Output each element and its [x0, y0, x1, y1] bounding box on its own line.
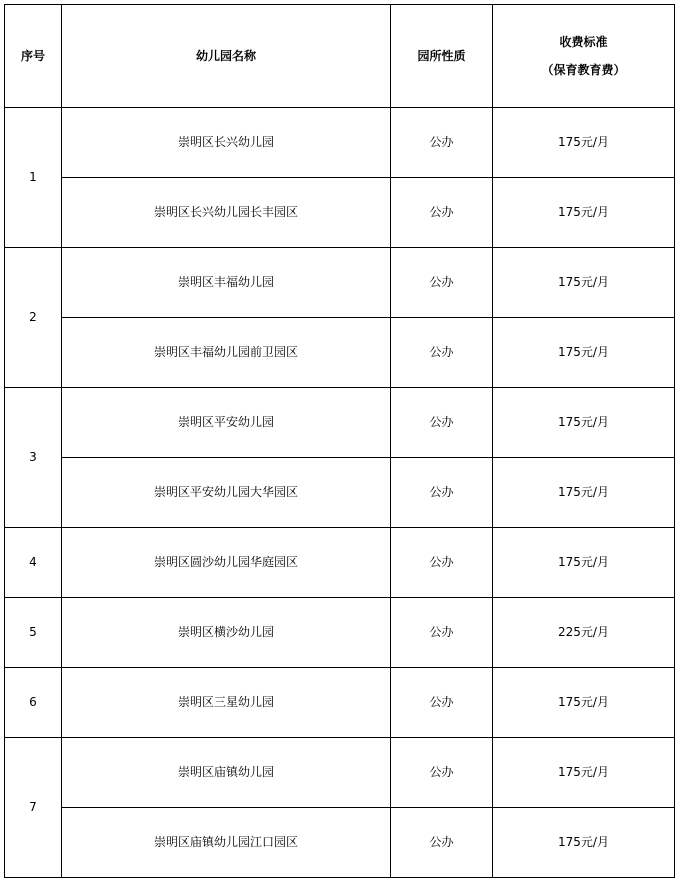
fee-standard: 175元/月: [493, 668, 675, 738]
table-row: [5, 668, 675, 738]
fee-standard: 225元/月: [493, 598, 675, 668]
header-fee-sub: （保育教育费）: [541, 63, 626, 77]
kindergarten-type: 公办: [391, 178, 493, 248]
header-no: 序号: [5, 5, 62, 108]
table-row: [5, 178, 675, 248]
row-number: 5: [5, 598, 62, 668]
table-row: [5, 388, 675, 458]
kindergarten-type: 公办: [391, 598, 493, 668]
table-row: [5, 808, 675, 878]
row-number: 3: [5, 388, 62, 528]
fee-standard: 175元/月: [493, 528, 675, 598]
kindergarten-type: 公办: [391, 248, 493, 318]
fee-standard: 175元/月: [493, 108, 675, 178]
kindergarten-type: 公办: [391, 738, 493, 808]
fee-table: [4, 4, 675, 878]
kindergarten-type: 公办: [391, 318, 493, 388]
kindergarten-name: 崇明区丰福幼儿园: [62, 248, 391, 318]
kindergarten-type: 公办: [391, 108, 493, 178]
kindergarten-type: 公办: [391, 668, 493, 738]
row-number: 6: [5, 668, 62, 738]
kindergarten-type: 公办: [391, 458, 493, 528]
header-row: [5, 5, 675, 108]
fee-standard: 175元/月: [493, 178, 675, 248]
table-row: [5, 528, 675, 598]
row-number: 2: [5, 248, 62, 388]
table-row: [5, 738, 675, 808]
kindergarten-name: 崇明区横沙幼儿园: [62, 598, 391, 668]
kindergarten-name: 崇明区圆沙幼儿园华庭园区: [62, 528, 391, 598]
table-row: [5, 108, 675, 178]
table-row: [5, 248, 675, 318]
fee-standard: 175元/月: [493, 388, 675, 458]
fee-standard: 175元/月: [493, 248, 675, 318]
kindergarten-name: 崇明区平安幼儿园: [62, 388, 391, 458]
header-fee: [493, 5, 675, 108]
table-row: [5, 318, 675, 388]
kindergarten-type: 公办: [391, 388, 493, 458]
kindergarten-name: 崇明区丰福幼儿园前卫园区: [62, 318, 391, 388]
fee-standard: 175元/月: [493, 458, 675, 528]
kindergarten-type: 公办: [391, 808, 493, 878]
row-number: 1: [5, 108, 62, 248]
kindergarten-name: 崇明区长兴幼儿园: [62, 108, 391, 178]
fee-standard: 175元/月: [493, 808, 675, 878]
table-row: [5, 598, 675, 668]
row-number: 4: [5, 528, 62, 598]
table-row: [5, 458, 675, 528]
kindergarten-name: 崇明区庙镇幼儿园: [62, 738, 391, 808]
row-number: 7: [5, 738, 62, 878]
header-name: 幼儿园名称: [62, 5, 391, 108]
header-fee-label: 收费标准: [559, 34, 608, 49]
kindergarten-name: 崇明区长兴幼儿园长丰园区: [62, 178, 391, 248]
fee-standard: 175元/月: [493, 318, 675, 388]
table-body: [5, 108, 675, 878]
fee-standard: 175元/月: [493, 738, 675, 808]
kindergarten-name: 崇明区平安幼儿园大华园区: [62, 458, 391, 528]
header-type: 园所性质: [391, 5, 493, 108]
kindergarten-name: 崇明区三星幼儿园: [62, 668, 391, 738]
kindergarten-type: 公办: [391, 528, 493, 598]
kindergarten-name: 崇明区庙镇幼儿园江口园区: [62, 808, 391, 878]
